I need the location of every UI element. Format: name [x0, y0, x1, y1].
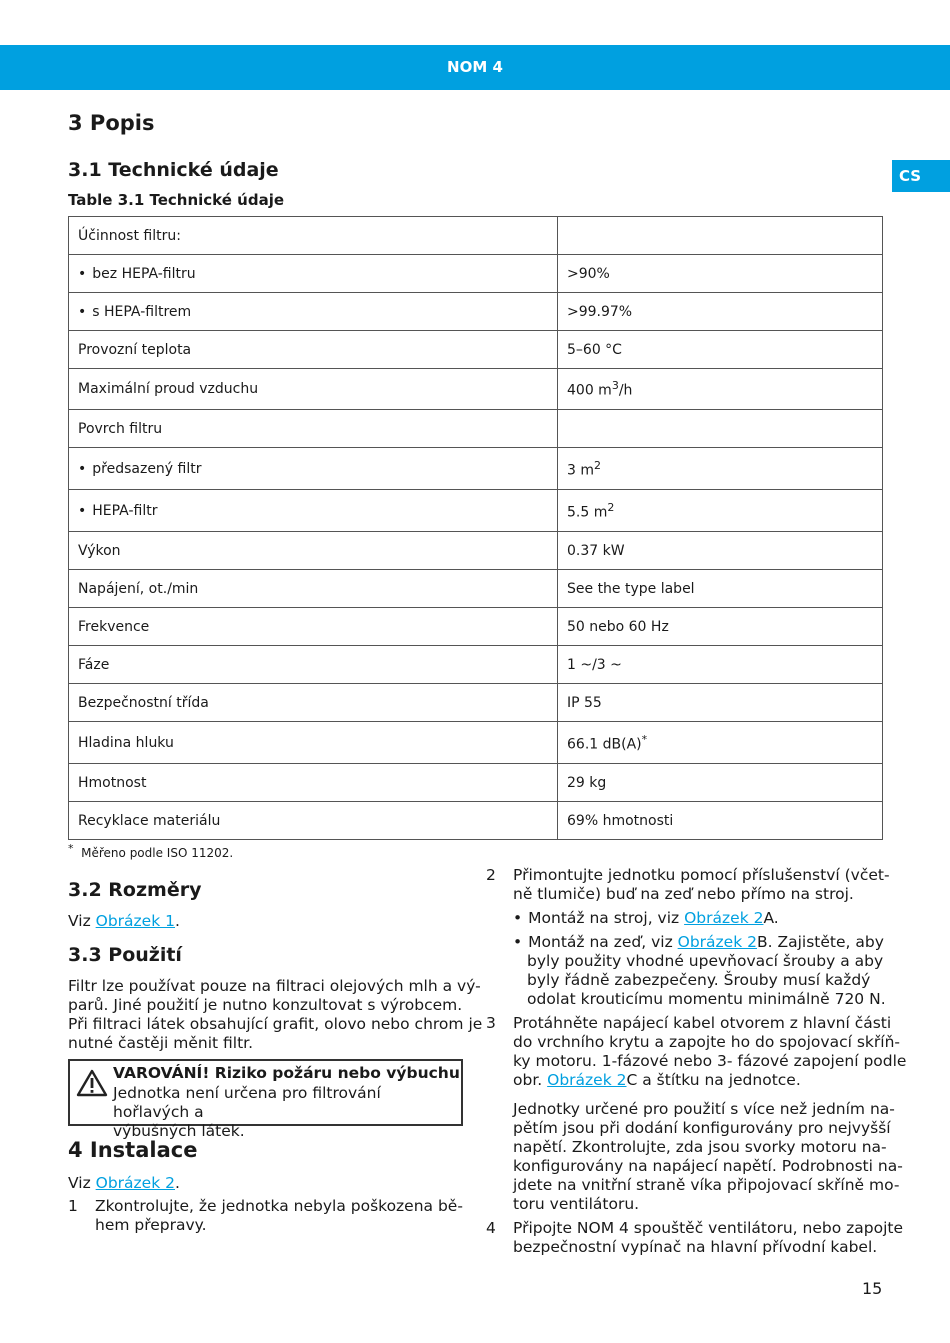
installation-intro: Viz Obrázek 2.	[68, 1174, 180, 1192]
language-tab: CS	[892, 160, 950, 192]
figure-2b-link[interactable]: Obrázek 2	[677, 933, 757, 951]
table-row: Recyklace materiálu 69% hmotnosti	[69, 802, 883, 840]
table-row: • s HEPA-filtrem >99.97%	[69, 293, 883, 331]
step-number: 3	[486, 1014, 496, 1032]
table-row: Maximální proud vzduchu 400 $m^3/h$	[69, 369, 883, 410]
step-number: 4	[486, 1219, 496, 1237]
table-caption: Table 3.1 Technické údaje	[68, 191, 285, 209]
header-bar	[0, 45, 950, 90]
page-number: 15	[862, 1279, 883, 1298]
table-row: Hmotnost 29 kg	[69, 764, 883, 802]
usage-paragraph: Filtr lze používat pouze na filtraci olejových mlh a vý- parů. Jiné použití je nutno konzultovat s výrobcem. Při filtraci látek obsahující grafit, olovo nebo chrom je nutné častěji měnit filtr.	[68, 977, 483, 1052]
table-row: Provozní teplota 5–60 °C	[69, 331, 883, 369]
warning-title: VAROVÁNÍ! Riziko požáru nebo výbuchu	[113, 1064, 460, 1082]
table-row: Výkon 0.37 kW	[69, 532, 883, 570]
table-footnote: * Měřeno podle ISO 11202.	[68, 842, 234, 860]
step-2-text: Přimontujte jednotku pomocí příslušenství (včet- ně tlumiče) buď na zeď nebo přímo na stroj.	[513, 866, 890, 903]
section-4-heading: 4 Instalace	[68, 1138, 198, 1162]
table-row: Napájení, ot./min See the type label	[69, 570, 883, 608]
step-3-text: Protáhněte napájecí kabel otvorem z hlavní části do vrchního krytu a zapojte ho do spojovací skříň- ky motoru. 1-fázové nebo 3- fázové zapojení podle obr. Obrázek 2C a štítku na jednotce.	[513, 1014, 907, 1089]
table-row: • HEPA-filtr 5.5 $m^2$	[69, 490, 883, 532]
step-2-bullet-2: • Montáž na zeď, viz Obrázek 2B. Zajistěte, aby byly použity vhodné upevňovací šrouby a aby byly řádně zabezpečeny. Šrouby musí každý odolat krouticímu momentu minimálně 720 N.	[513, 933, 886, 1009]
warning-triangle-icon	[76, 1069, 108, 1097]
section-3-1-heading: 3.1 Technické údaje	[68, 159, 279, 181]
header-title: NOM 4	[447, 58, 503, 76]
step-1-text: Zkontrolujte, že jednotka nebyla poškozena bě- hem přepravy.	[95, 1197, 463, 1234]
figure-2-link[interactable]: Obrázek 2	[95, 1174, 175, 1192]
voltage-note: Jednotky určené pro použití s více než jedním na- pětím jsou při dodání konfigurovány pro nejvyšší napětí. Zkontrolujte, zda jsou svorky motoru na- konfigurovány na napájecí napětí. Podrobnosti na- jdete na vnitřní straně víka připojovací skříně mo- toru ventilátoru.	[513, 1100, 903, 1213]
table-row: Fáze 1 ~/3 ~	[69, 646, 883, 684]
table-row: • bez HEPA-filtru >90%	[69, 255, 883, 293]
step-number: 1	[68, 1197, 78, 1215]
section-3-heading: 3 Popis	[68, 111, 155, 135]
warning-box	[68, 1059, 463, 1140]
dimensions-text: Viz Obrázek 1.	[68, 912, 180, 930]
figure-2a-link[interactable]: Obrázek 2	[684, 909, 764, 927]
warning-text: Jednotka není určena pro filtrování hořlavých a výbušných látek.	[113, 1084, 381, 1140]
section-3-2-heading: 3.2 Rozměry	[68, 879, 202, 901]
table-row: Frekvence 50 nebo 60 Hz	[69, 608, 883, 646]
step-number: 2	[486, 866, 496, 884]
table-row: Povrch filtru	[69, 410, 883, 448]
spec-table	[68, 216, 883, 840]
table-row: Bezpečnostní třída IP 55	[69, 684, 883, 722]
section-3-3-heading: 3.3 Použití	[68, 944, 182, 966]
table-row: Hladina hluku 66.1 dB(A)*	[69, 722, 883, 764]
figure-2c-link[interactable]: Obrázek 2	[547, 1071, 627, 1089]
table-row: • předsazený filtr 3 $m^2$	[69, 448, 883, 490]
step-4-text: Připojte NOM 4 spouštěč ventilátoru, nebo zapojte bezpečnostní vypínač na hlavní přívodní kabel.	[513, 1219, 903, 1256]
table-row: Účinnost filtru:	[69, 217, 883, 255]
figure-1-link[interactable]: Obrázek 1	[95, 912, 175, 930]
step-2-bullet-1: • Montáž na stroj, viz Obrázek 2A.	[513, 909, 779, 928]
